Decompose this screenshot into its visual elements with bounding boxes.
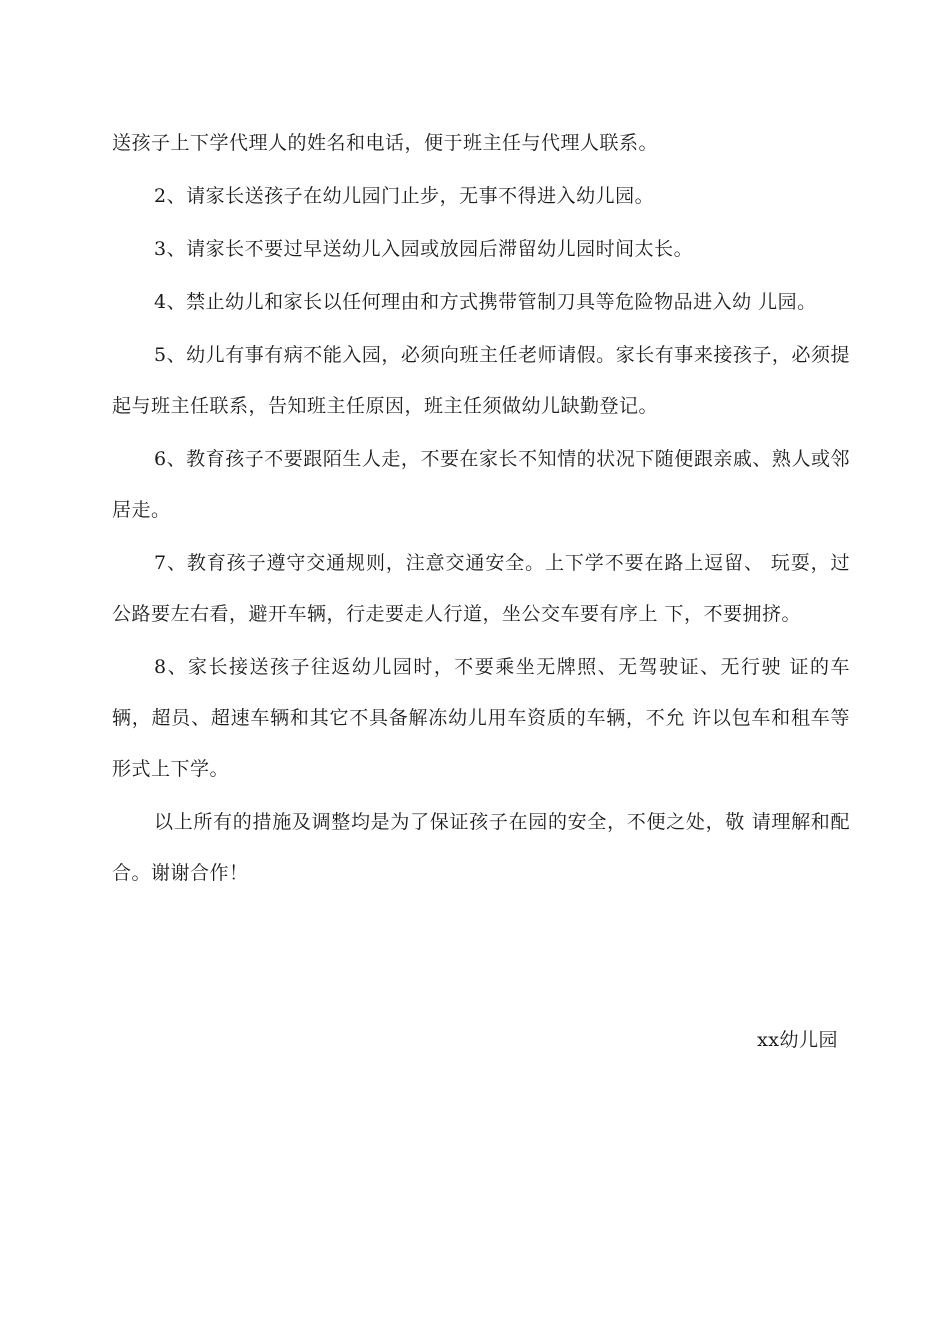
paragraph-item-5: 5、幼儿有事有病不能入园，必须向班主任老师请假。家长有事来接孩子，必须提起与班主任联系，告知班主任原因，班主任须做幼儿缺勤登记。 — [112, 344, 850, 417]
paragraph-item-4: 4、禁止幼儿和家长以任何理由和方式携带管制刀具等危险物品进入幼 儿园。 — [154, 291, 817, 313]
paragraph-item-7: 7、教育孩子遵守交通规则，注意交通安全。上下学不要在路上逗留、 玩耍，过公路要左右看，避开车辆，行走要走人行道，坐公交车要有序上 下，不要拥挤。 — [112, 552, 850, 625]
paragraph-closing: 以上所有的措施及调整均是为了保证孩子在园的安全，不便之处，敬 请理解和配合。谢谢合作！ — [112, 811, 850, 884]
paragraph-item-3: 3、请家长不要过早送幼儿入园或放园后滞留幼儿园时间太长。 — [154, 238, 694, 260]
signature: xx幼儿园 — [757, 1029, 838, 1051]
paragraph-continuation: 送孩子上下学代理人的姓名和电话，便于班主任与代理人联系。 — [112, 132, 659, 154]
paragraph-item-6: 6、教育孩子不要跟陌生人走，不要在家长不知情的状况下随便跟亲戚、熟人或邻居走。 — [112, 448, 850, 521]
document-body — [112, 118, 850, 899]
paragraph-item-8: 8、家长接送孩子往返幼儿园时，不要乘坐无牌照、无驾驶证、无行驶 证的车辆，超员、超速车辆和其它不具备解冻幼儿用车资质的车辆，不允 许以包车和租车等形式上下学。 — [112, 656, 850, 780]
paragraph-item-2: 2、请家长送孩子在幼儿园门止步，无事不得进入幼儿园。 — [154, 185, 655, 207]
